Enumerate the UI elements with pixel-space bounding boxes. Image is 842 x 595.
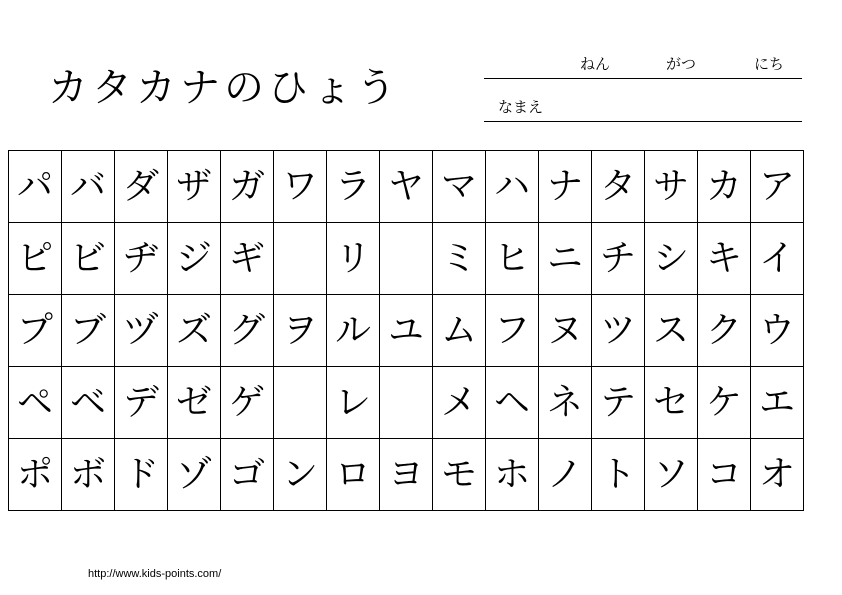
kana-cell: エ xyxy=(751,367,804,439)
kana-cell: ヂ xyxy=(115,223,168,295)
kana-cell: リ xyxy=(327,223,380,295)
kana-cell: モ xyxy=(433,439,486,511)
table-row xyxy=(9,223,804,295)
kana-cell: オ xyxy=(751,439,804,511)
kana-cell: ユ xyxy=(380,295,433,367)
kana-cell: ワ xyxy=(274,151,327,223)
page-title: カタカナのひょう xyxy=(48,65,400,111)
kana-cell: イ xyxy=(751,223,804,295)
kana-cell: ソ xyxy=(645,439,698,511)
name-label: なまえ xyxy=(498,98,544,116)
kana-cell: ヅ xyxy=(115,295,168,367)
kana-cell: タ xyxy=(592,151,645,223)
kana-cell: キ xyxy=(698,223,751,295)
kana-cell: ズ xyxy=(168,295,221,367)
kana-cell-empty xyxy=(274,367,327,439)
kana-cell: デ xyxy=(115,367,168,439)
kana-cell-empty xyxy=(274,223,327,295)
kana-cell: ギ xyxy=(221,223,274,295)
kana-cell: ア xyxy=(751,151,804,223)
kana-cell: マ xyxy=(433,151,486,223)
kana-cell: ケ xyxy=(698,367,751,439)
kana-cell: ド xyxy=(115,439,168,511)
kana-cell: チ xyxy=(592,223,645,295)
kana-cell: グ xyxy=(221,295,274,367)
kana-cell: ビ xyxy=(62,223,115,295)
kana-cell: ス xyxy=(645,295,698,367)
kana-cell: ン xyxy=(274,439,327,511)
table-row xyxy=(9,151,804,223)
kana-cell: パ xyxy=(9,151,62,223)
kana-cell: ク xyxy=(698,295,751,367)
kana-cell: レ xyxy=(327,367,380,439)
kana-cell: ホ xyxy=(486,439,539,511)
kana-cell: ウ xyxy=(751,295,804,367)
kana-cell: ム xyxy=(433,295,486,367)
name-input-line[interactable] xyxy=(484,79,802,122)
kana-cell: ヒ xyxy=(486,223,539,295)
kana-cell: メ xyxy=(433,367,486,439)
kana-cell: ゼ xyxy=(168,367,221,439)
kana-cell: ザ xyxy=(168,151,221,223)
footer-url: http://www.kids-points.com/ xyxy=(88,568,222,580)
table-row xyxy=(9,295,804,367)
kana-cell: ゾ xyxy=(168,439,221,511)
kana-cell: ナ xyxy=(539,151,592,223)
kana-cell: ベ xyxy=(62,367,115,439)
kana-cell: ト xyxy=(592,439,645,511)
kana-cell: ジ xyxy=(168,223,221,295)
date-name-fields xyxy=(484,40,802,122)
kana-cell: ヌ xyxy=(539,295,592,367)
kana-cell: ヲ xyxy=(274,295,327,367)
kana-cell: シ xyxy=(645,223,698,295)
kana-cell: セ xyxy=(645,367,698,439)
kana-cell: ハ xyxy=(486,151,539,223)
kana-cell: サ xyxy=(645,151,698,223)
kana-cell: フ xyxy=(486,295,539,367)
kana-cell: ノ xyxy=(539,439,592,511)
kana-cell: カ xyxy=(698,151,751,223)
katakana-chart-table xyxy=(8,150,804,511)
kana-cell: コ xyxy=(698,439,751,511)
kana-cell: ネ xyxy=(539,367,592,439)
kana-cell: ヤ xyxy=(380,151,433,223)
date-input-line[interactable] xyxy=(484,40,802,79)
kana-cell: ペ xyxy=(9,367,62,439)
kana-cell: ロ xyxy=(327,439,380,511)
kana-cell: ガ xyxy=(221,151,274,223)
date-month-label: がつ xyxy=(666,55,697,73)
kana-cell: ミ xyxy=(433,223,486,295)
table-row xyxy=(9,367,804,439)
kana-cell-empty xyxy=(380,223,433,295)
table-row xyxy=(9,439,804,511)
date-day-label: にち xyxy=(754,55,785,73)
kana-cell: ピ xyxy=(9,223,62,295)
worksheet-header xyxy=(0,28,842,128)
date-year-label: ねん xyxy=(580,55,611,73)
kana-cell: ヘ xyxy=(486,367,539,439)
kana-cell: ダ xyxy=(115,151,168,223)
kana-cell: ゲ xyxy=(221,367,274,439)
kana-cell: テ xyxy=(592,367,645,439)
kana-cell: ル xyxy=(327,295,380,367)
kana-cell: ブ xyxy=(62,295,115,367)
katakana-chart-body xyxy=(9,151,804,511)
kana-cell-empty xyxy=(380,367,433,439)
kana-cell: ツ xyxy=(592,295,645,367)
kana-cell: ボ xyxy=(62,439,115,511)
kana-cell: ヨ xyxy=(380,439,433,511)
kana-cell: ラ xyxy=(327,151,380,223)
kana-cell: バ xyxy=(62,151,115,223)
kana-cell: プ xyxy=(9,295,62,367)
kana-cell: ポ xyxy=(9,439,62,511)
kana-cell: ゴ xyxy=(221,439,274,511)
kana-cell: ニ xyxy=(539,223,592,295)
